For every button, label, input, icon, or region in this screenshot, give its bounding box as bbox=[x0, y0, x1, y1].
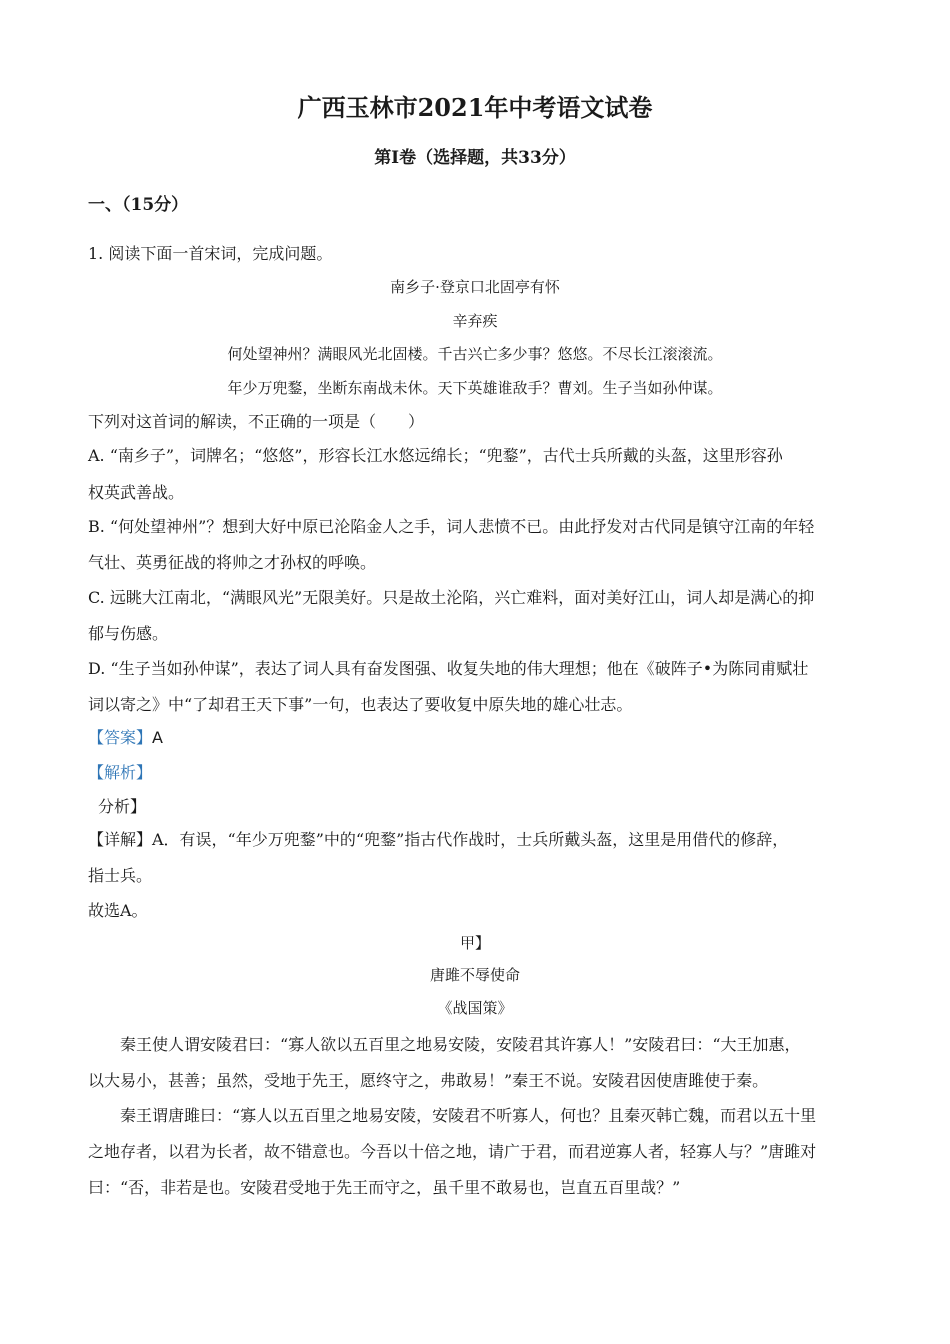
passage-p1-line-2: 以大易小，甚善；虽然，受地于先王，愿终守之，弗敢易！”秦王不说。安陵君因使唐雎使于秦。 bbox=[88, 1071, 769, 1090]
detail-line-1: 【详解】A．有误，“年少万兜鍪”中的“兜鍪”指古代作战时，士兵所戴头盔，这里是用借代的修辞， bbox=[88, 830, 789, 849]
question-stem: 1. 阅读下面一首宋词，完成问题。 bbox=[88, 244, 333, 263]
passage-p2-line-2: 之地存者，以君为长者，故不错意也。今吾以十倍之地，请广于君，而君逆寡人者，轻寡人与？”唐雎对 bbox=[88, 1142, 817, 1161]
poem-line-1: 何处望神州？满眼风光北固楼。千古兴亡多少事？悠悠。不尽长江滚滚流。 bbox=[227, 345, 723, 363]
page-title: 广西玉林市2021年中考语文试卷 bbox=[297, 93, 653, 122]
poem-author: 辛弃疾 bbox=[452, 312, 498, 330]
passage-p2-line-3: 曰：“否，非若是也。安陵君受地于先王而守之，虽千里不敢易也，岂直五百里哉？” bbox=[88, 1178, 681, 1197]
passage-title: 唐雎不辱使命 bbox=[429, 966, 520, 984]
option-c-line-1: C. 远眺大江南北，“满眼风光”无限美好。只是故土沦陷，兴亡难料，面对美好江山，词人却是满心的抑 bbox=[88, 588, 815, 607]
answer-label: 【答案】 bbox=[88, 728, 153, 747]
question-text: 下列对这首词的解读，不正确的一项是（ ） bbox=[88, 412, 425, 431]
option-a-line-2: 权英武善战。 bbox=[88, 483, 185, 502]
poem-line-2: 年少万兜鍪，坐断东南战未休。天下英雄谁敌手？曹刘。生子当如孙仲谋。 bbox=[227, 379, 723, 397]
conclusion: 故选A。 bbox=[88, 901, 148, 920]
poem-title: 南乡子·登京口北固亭有怀 bbox=[390, 278, 560, 296]
option-a-line-1: A. “南乡子”，词牌名；“悠悠”，形容长江水悠远绵长；“兜鍪”，古代士兵所戴的头盔，这里形容孙 bbox=[88, 446, 783, 465]
answer-line bbox=[88, 725, 163, 748]
detail-line-2: 指士兵。 bbox=[88, 866, 153, 885]
part-heading: 一、（15分） bbox=[88, 195, 189, 215]
answer-value: A bbox=[152, 728, 163, 747]
option-b-line-1: B. “何处望神州”？想到大好中原已沦陷金人之手，词人悲愤不已。由此抒发对古代同是镇守江南的年轻 bbox=[88, 517, 815, 536]
passage-p1-line-1: 秦王使人谓安陵君曰：“寡人欲以五百里之地易安陵，安陵君其许寡人！”安陵君曰：“大王加惠， bbox=[120, 1035, 801, 1054]
analysis-label: 【解析】 bbox=[88, 763, 153, 782]
passage-marker: 甲】 bbox=[459, 934, 490, 952]
option-b-line-2: 气壮、英勇征战的将帅之才孙权的呼唤。 bbox=[88, 553, 377, 572]
analysis-note: 分析】 bbox=[98, 797, 147, 816]
passage-source: 《战国策》 bbox=[437, 999, 513, 1017]
passage-p2-line-1: 秦王谓唐雎曰：“寡人以五百里之地易安陵，安陵君不听寡人，何也？且秦灭韩亡魏，而君以五十里 bbox=[120, 1106, 817, 1125]
option-d-line-1: D. “生子当如孙仲谋”，表达了词人具有奋发图强、收复失地的伟大理想；他在《破阵子•为陈同甫赋壮 bbox=[88, 659, 809, 678]
section-subtitle: 第Ⅰ卷（选择题，共33分） bbox=[374, 148, 576, 168]
option-d-line-2: 词以寄之》中“了却君王天下事”一句，也表达了要收复中原失地的雄心壮志。 bbox=[88, 695, 633, 714]
option-c-line-2: 郁与伤感。 bbox=[88, 624, 169, 643]
